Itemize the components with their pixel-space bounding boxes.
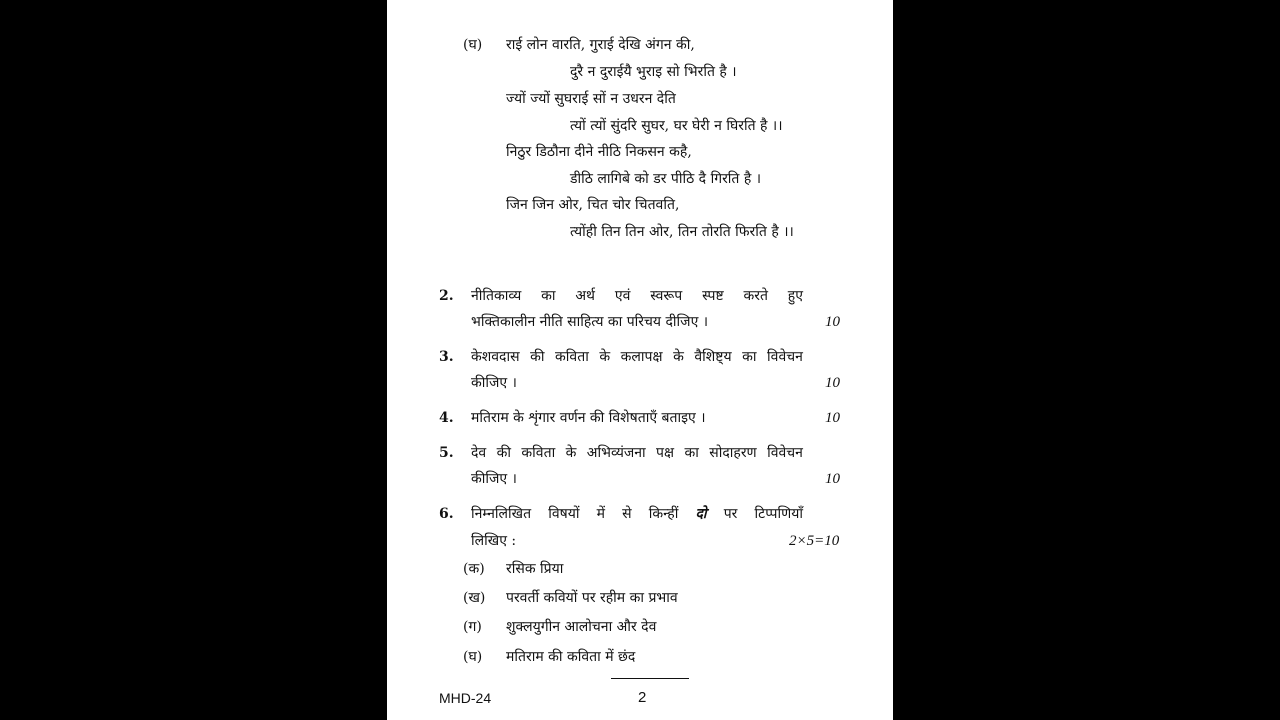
option-text: रसिक प्रिया — [506, 561, 564, 577]
word: केशवदास — [471, 349, 520, 365]
exam-page — [387, 0, 893, 720]
option-label: (ख) — [463, 590, 486, 606]
word: अभिव्यंजना — [586, 445, 646, 461]
question-number: 2. — [439, 288, 454, 304]
word: के — [599, 349, 611, 365]
option-label: (क) — [463, 561, 485, 577]
option-text: परवर्ती कवियों पर रहीम का प्रभाव — [506, 590, 678, 606]
word: करते — [743, 288, 768, 304]
question-text-line1 — [471, 287, 803, 305]
word: विषयों — [548, 506, 580, 522]
word: विवेचन — [767, 349, 803, 365]
question-text-line1 — [471, 505, 803, 523]
word: कविता — [521, 445, 556, 461]
question-number: 6. — [439, 506, 454, 522]
question-text-line1 — [471, 444, 803, 462]
question-marks: 10 — [825, 410, 840, 426]
question-number: 5. — [439, 445, 454, 461]
word: किन्हीं — [648, 506, 679, 522]
question-text-line2: कीजिए । — [471, 375, 517, 391]
question-number: 4. — [439, 410, 454, 426]
question-number: 3. — [439, 349, 454, 365]
poem-line: त्योंही तिन तिन ओर, तिन तोरति फिरति है ।। — [570, 224, 794, 240]
word: की — [496, 445, 512, 461]
word: कविता — [555, 349, 589, 365]
poem-line: जिन जिन ओर, चित चोर चितवति, — [506, 197, 680, 213]
option-label: (घ) — [463, 649, 483, 665]
word: का — [684, 445, 699, 461]
emphasis-word: दो — [695, 506, 707, 522]
paper-code: MHD-24 — [439, 690, 492, 706]
question-marks: 10 — [825, 314, 840, 330]
poem-line: त्यों त्यों सुंदरि सुघर, घर घेरी न घिरति है ।। — [570, 118, 783, 134]
question-text-line2: लिखिए : — [471, 533, 517, 549]
word: के — [673, 349, 684, 365]
question-text-line1 — [471, 348, 803, 366]
question-marks: 10 — [825, 471, 840, 487]
word: हुए — [787, 288, 803, 304]
word: पक्ष — [656, 445, 675, 461]
word: स्पष्ट — [702, 288, 724, 304]
word: कलापक्ष — [620, 349, 663, 365]
poem-line: दुरै न दुराईयै भुराइ सो भिरति है । — [570, 64, 737, 80]
poem-line: डीठि लागिबे को डर पीठि दै गिरति है । — [570, 171, 762, 187]
question-text-line2: कीजिए । — [471, 471, 517, 487]
question-text-line1: मतिराम के शृंगार वर्णन की विशेषताएँ बताइए । — [471, 410, 706, 426]
word: एवं — [614, 288, 631, 304]
word: का — [541, 288, 556, 304]
word: के — [565, 445, 577, 461]
word: नीतिकाव्य — [471, 288, 522, 304]
poem-line: राई लोन वारति, गुराई देखि अंगन की, — [506, 37, 695, 53]
word: विवेचन — [767, 445, 803, 461]
word: सोदाहरण — [709, 445, 757, 461]
word: देव — [471, 445, 487, 461]
poem-label: (घ) — [463, 37, 483, 53]
word: टिप्पणियाँ — [754, 506, 803, 522]
word: का — [742, 349, 757, 365]
option-text: मतिराम की कविता में छंद — [506, 649, 636, 665]
poem-line: निठुर डिठौना दीने नीठि निकसन कहै, — [506, 144, 692, 160]
word: स्वरूप — [650, 288, 683, 304]
word: में — [596, 506, 605, 522]
option-label: (ग) — [463, 619, 482, 635]
word: वैशिष्ट्य — [694, 349, 732, 365]
word: पर — [723, 506, 738, 522]
word: की — [530, 349, 545, 365]
question-text-line2: भक्तिकालीन नीति साहित्य का परिचय दीजिए । — [471, 314, 709, 330]
page-number: 2 — [638, 689, 647, 706]
word: से — [622, 506, 632, 522]
word: अर्थ — [575, 288, 595, 304]
question-marks: 2×5=10 — [789, 533, 840, 549]
question-marks: 10 — [825, 375, 840, 391]
poem-line: ज्यों ज्यों सुघराई सों न उधरन देति — [506, 91, 676, 107]
footer-rule — [611, 678, 689, 679]
word: निम्नलिखित — [471, 506, 532, 522]
option-text: शुक्लयुगीन आलोचना और देव — [506, 619, 657, 635]
